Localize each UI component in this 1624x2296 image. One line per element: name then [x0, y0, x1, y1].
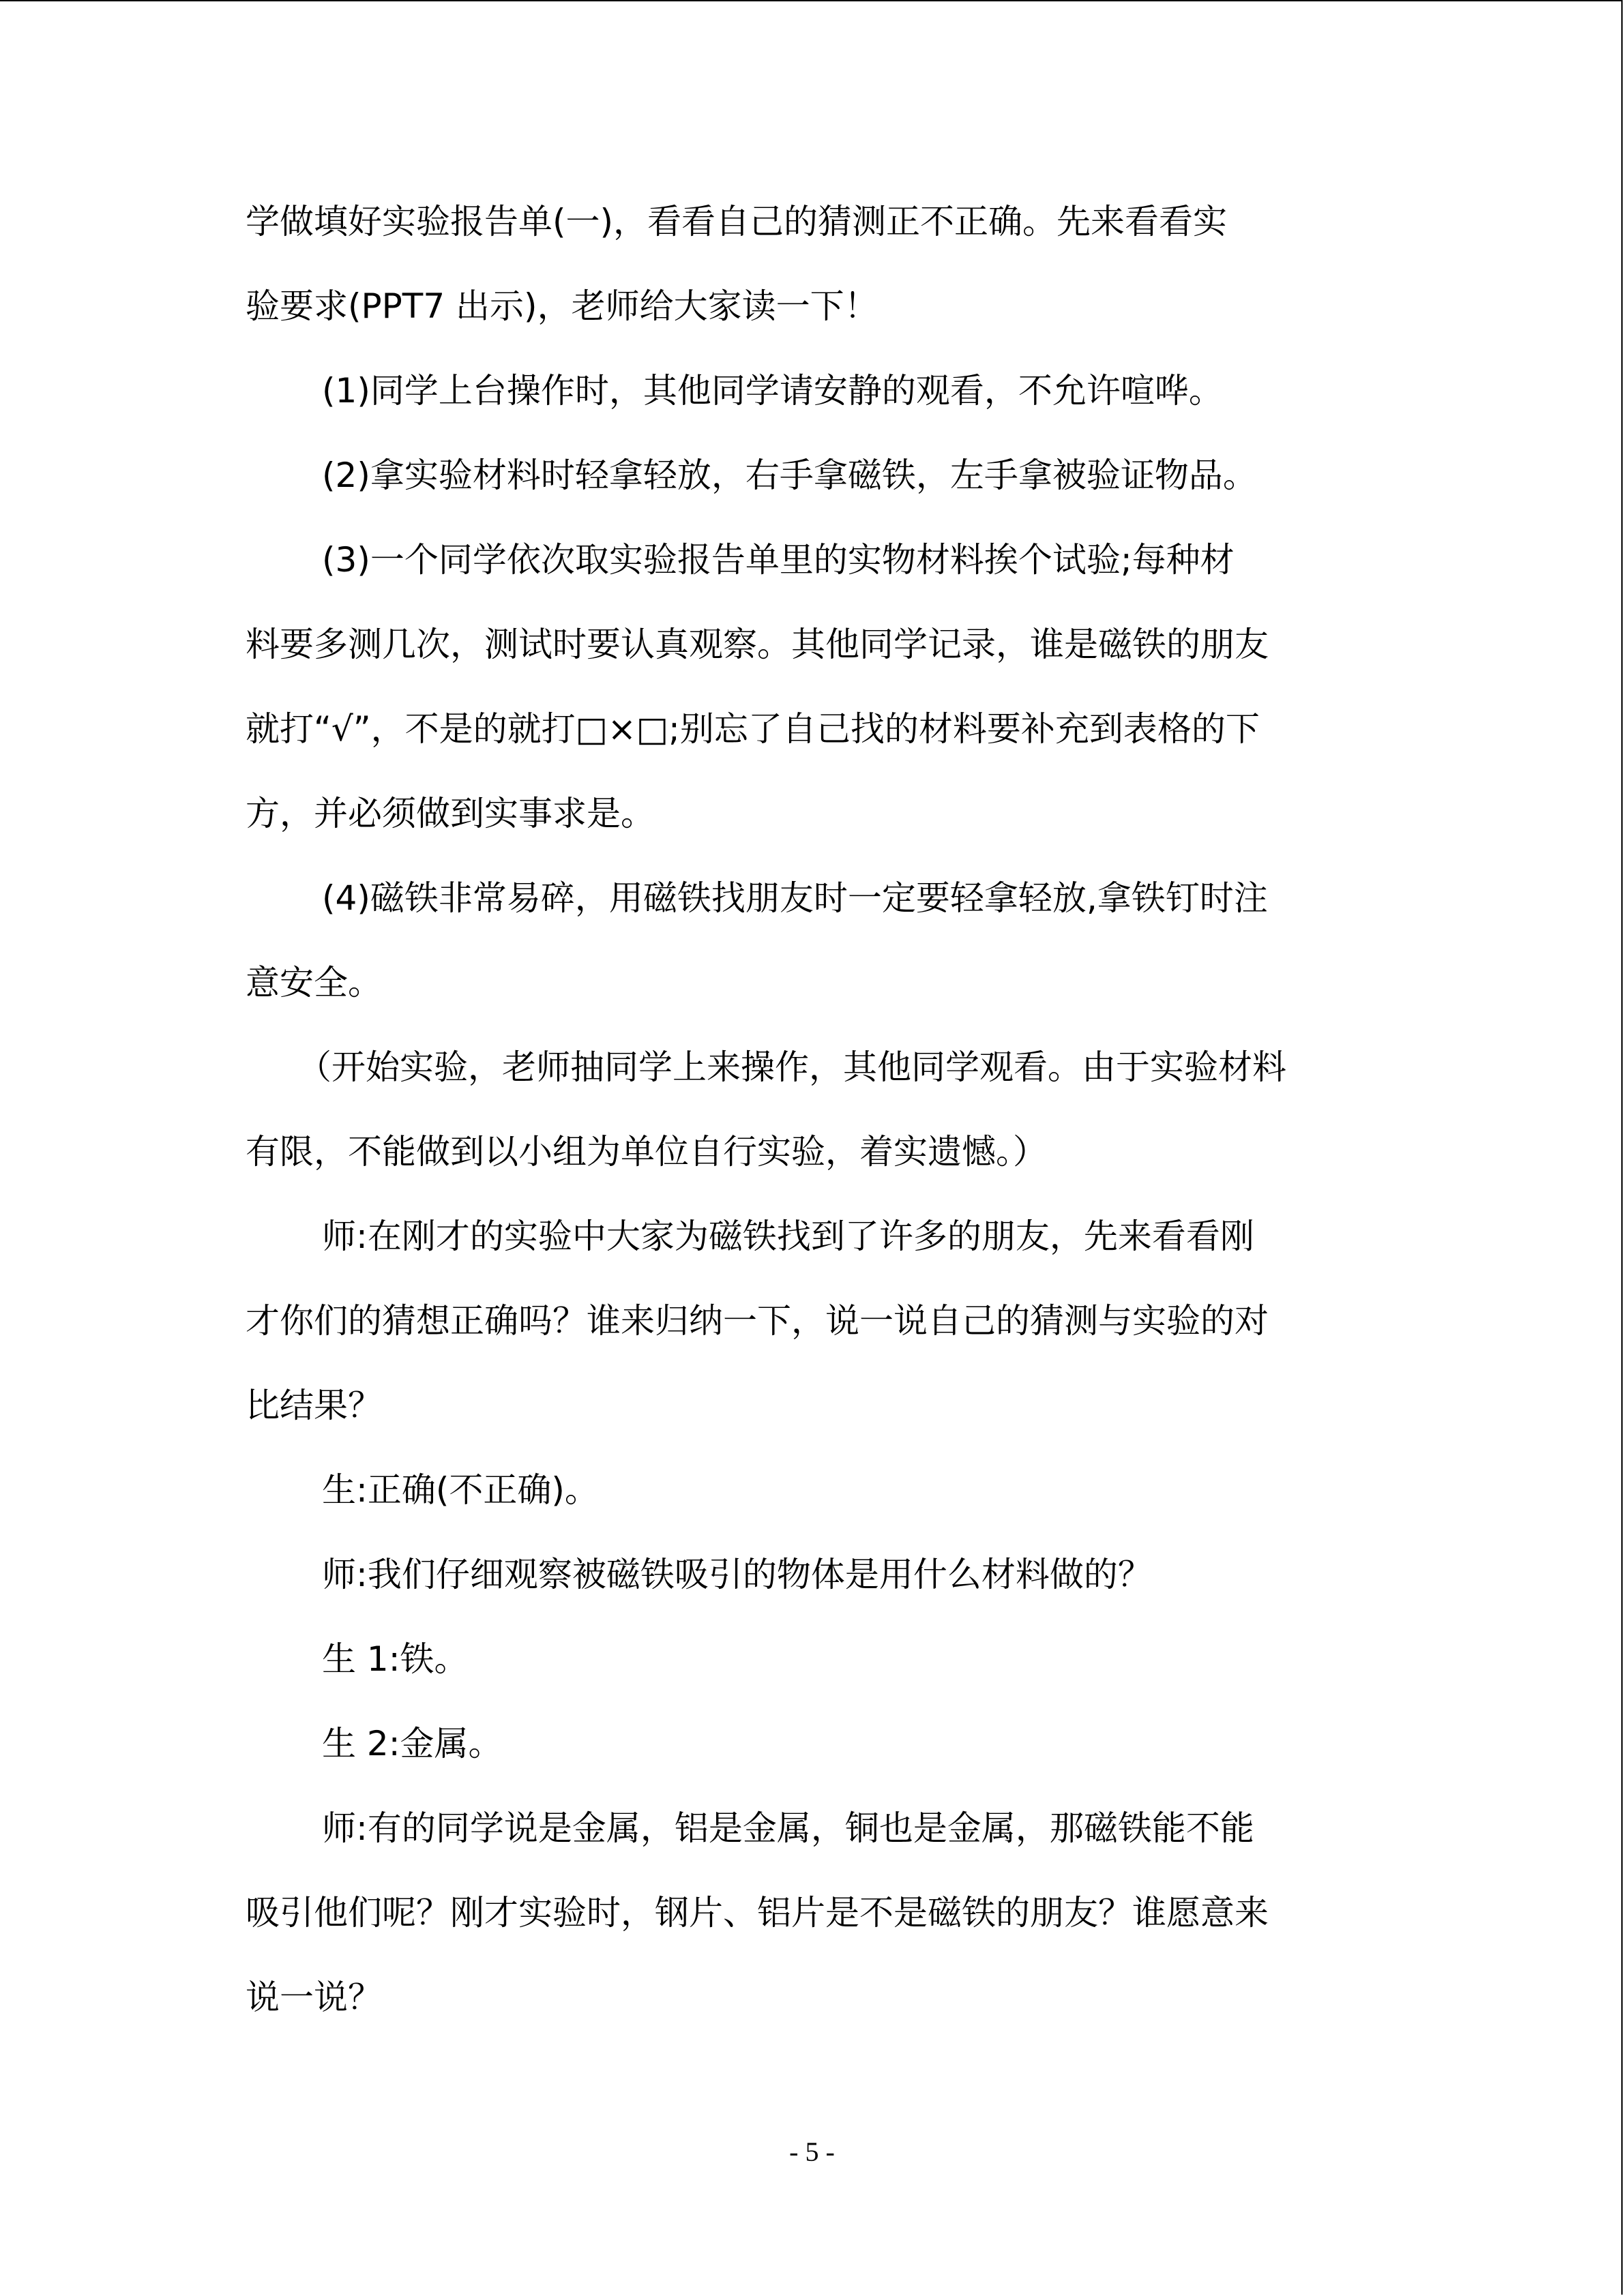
paragraph-line: 学做填好实验报告单(一)，看看自己的猜测正不正确。先来看看实: [246, 202, 1228, 241]
paragraph-line: 生:正确(不正确)。: [322, 1470, 599, 1510]
paragraph-line: 有限，不能做到以小组为单位自行实验，着实遗憾。）: [246, 1132, 1047, 1172]
paragraph-line: 比结果？: [246, 1386, 382, 1425]
paragraph-line: 料要多测几次，测试时要认真观察。其他同学记录，谁是磁铁的朋友: [246, 625, 1269, 664]
document-body: [246, 202, 1378, 2065]
paragraph-line: (4)磁铁非常易碎，用磁铁找朋友时一定要轻拿轻放,拿铁钉时注: [322, 878, 1268, 918]
paragraph-line: 师:在刚才的实验中大家为磁铁找到了许多的朋友，先来看看刚: [322, 1217, 1254, 1256]
paragraph-line: 方，并必须做到实事求是。: [246, 794, 655, 833]
paragraph-line: 才你们的猜想正确吗？谁来归纳一下，说一说自己的猜测与实验的对: [246, 1301, 1269, 1341]
paragraph-line: 师:我们仔细观察被磁铁吸引的物体是用什么材料做的？: [322, 1555, 1152, 1594]
paragraph-line: 意安全。: [246, 963, 382, 1002]
paragraph-line: (3)一个同学依次取实验报告单里的实物材料挨个试验;每种材: [322, 540, 1235, 580]
paragraph-line: 就打“√”，不是的就打□×□;别忘了自己找的材料要补充到表格的下: [246, 709, 1260, 749]
paragraph-line: (2)拿实验材料时轻拿轻放，右手拿磁铁，左手拿被验证物品。: [322, 456, 1257, 495]
page-number: - 5 -: [789, 2136, 835, 2167]
paragraph-line: 吸引他们呢？刚才实验时，钢片、铝片是不是磁铁的朋友？谁愿意来: [246, 1893, 1269, 1933]
paragraph-line: 生 2:金属。: [322, 1724, 503, 1763]
paragraph-line: 说一说？: [246, 1978, 382, 2017]
paragraph-line: 师:有的同学说是金属，铝是金属，铜也是金属，那磁铁能不能: [322, 1808, 1254, 1848]
paragraph-line: (1)同学上台操作时，其他同学请安静的观看，不允许喧哗。: [322, 371, 1223, 411]
paragraph-line: （开始实验，老师抽同学上来操作，其他同学观看。由于实验材料: [297, 1047, 1286, 1087]
paragraph-line: 生 1:铁。: [322, 1639, 469, 1679]
paragraph-line: 验要求(PPT7 出示)，老师给大家读一下！: [246, 286, 879, 326]
